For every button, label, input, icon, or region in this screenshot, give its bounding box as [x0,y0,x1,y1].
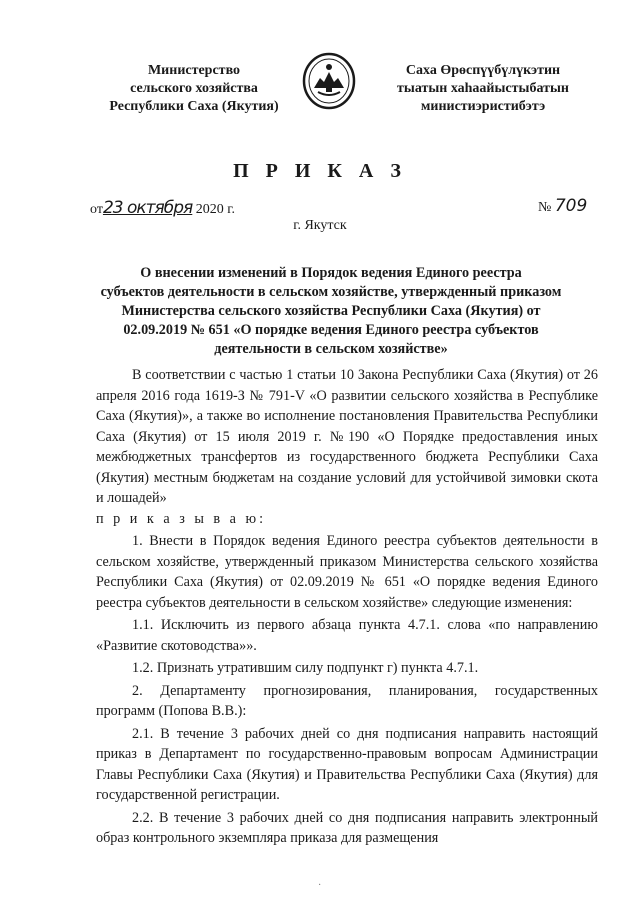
paragraph-item-2-2: 2.2. В течение 3 рабочих дней со дня подписания направить электронный образ контрольного экземпляра приказа для размещения [96,809,598,846]
ministry-line: Саха Өрөспүүбүлүкэтин [405,63,561,78]
paragraph-item-1: 1. Внести в Порядок ведения Единого реестра субъектов деятельности в сельском хозяйстве, утвержденный приказом Министерства сельского хозяйства Республики Саха (Якутия) от 02.09.2019 № 651 «О порядке ведения Единого реестра субъектов деятельности в сельском хозяйстве» следующие изменения: [96,533,598,611]
order-body [96,365,598,849]
ministry-line: тыатын хаһаайыстыбатын [397,81,569,96]
paragraph-item-1-2: 1.2. Признать утратившим силу подпункт г) пункта 4.7.1. [132,660,479,676]
subject-line: Министерства сельского хозяйства Республики Саха (Якутия) от [121,303,541,319]
subject-line: субъектов деятельности в сельском хозяйстве, утвержденный приказом [100,284,562,300]
subject-line: деятельности в сельском хозяйстве» [214,341,448,357]
paragraph-item-1-1: 1.1. Исключить из первого абзаца пункта 4.7.1. слова «по направлению «Развитие скотоводства»». [96,617,598,654]
ministry-name-russian [94,62,294,116]
paragraph-preamble: В соответствии с частью 1 статьи 10 Закона Республики Саха (Якутия) от 26 апреля 2016 года 1619-З № 791-V «О развитии сельского хозяйства в Республике Саха (Якутия)», а также во исполнение постановления Правительства Республики Саха (Якутия) от 15 июля 2019 г. №190 «О Порядке предоставления иных межбюджетных трансфертов из государственного бюджета Республики Саха (Якутия) местным бюджетам на создание условий для устойчивой зимовки скота и лошадей» [96,367,598,506]
scan-artifact: · [318,880,322,891]
paragraph-order-word: п р и к а з ы в а ю: [96,510,267,527]
ministry-line: министиэристибэтэ [420,99,546,114]
subject-line: О внесении изменений в Порядок ведения Единого реестра [140,265,522,281]
coat-of-arms-emblem [302,52,356,110]
number-prefix: № [538,200,552,215]
order-date [90,198,235,218]
order-subject [96,264,566,359]
handwritten-number: 709 [554,196,588,216]
document-title: П Р И К А З [233,160,407,182]
city: г. Якутск [293,218,347,233]
date-prefix: от [90,202,103,217]
ministry-line: Министерство [147,63,241,78]
order-number [538,196,587,216]
date-year: 2020 г. [195,202,235,217]
ministry-line: Республики Саха (Якутия) [109,99,279,114]
ministry-line: сельского хозяйства [130,81,258,96]
ministry-name-yakut [378,62,588,116]
paragraph-item-2-1: 2.1. В течение 3 рабочих дней со дня подписания направить настоящий приказ в Департамент по государственно-правовым вопросам Администрации Главы Республики Саха (Якутия) и Правительства Республики Саха (Якутия) для государственной регистрации. [96,725,598,803]
subject-line: 02.09.2019 № 651 «О порядке ведения Единого реестра субъектов [123,322,539,338]
handwritten-date: 23 октября [102,198,193,218]
paragraph-item-2: 2. Департаменту прогнозирования, планирования, государственных программ (Попова В.В.): [96,682,598,719]
